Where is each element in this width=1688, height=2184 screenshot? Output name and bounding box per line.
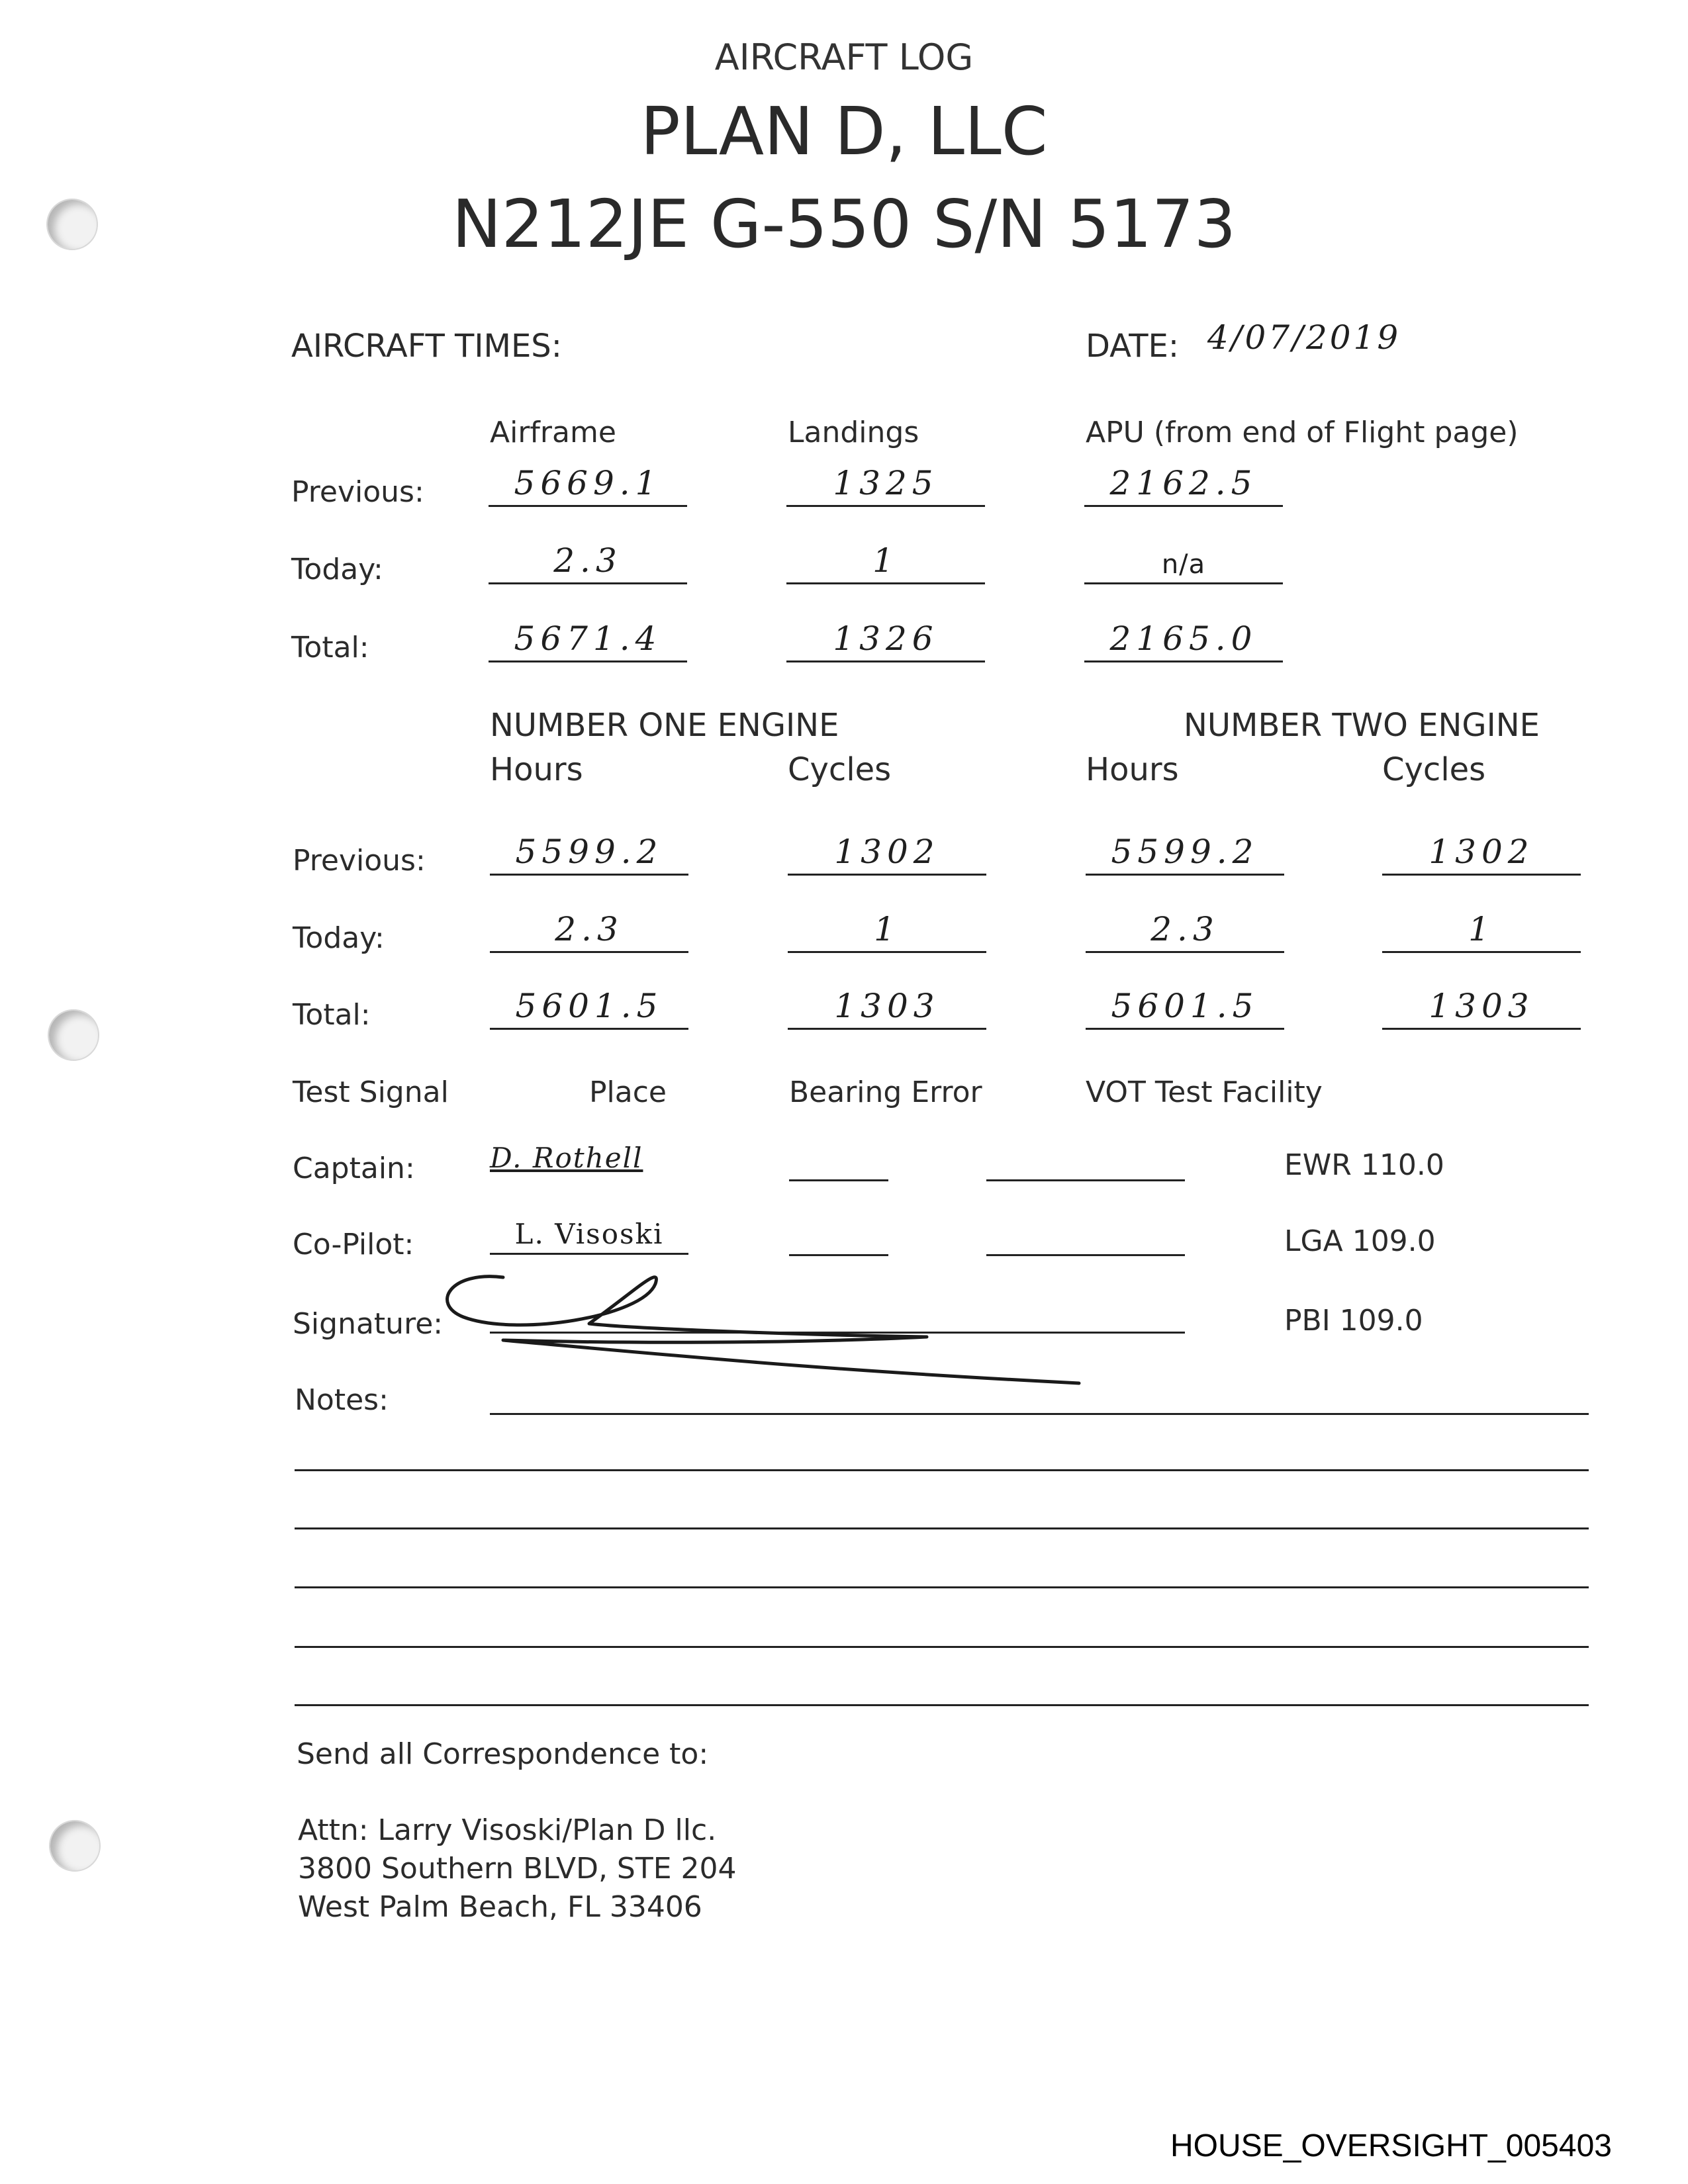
copilot-vot-line[interactable] xyxy=(986,1254,1185,1256)
company-title: PLAN D, LLC xyxy=(640,93,1048,170)
e2-hours-today[interactable] xyxy=(1086,910,1284,953)
e2-hours-previous-value: 5599.2 xyxy=(1111,833,1259,871)
captain-vot-line[interactable] xyxy=(986,1179,1185,1181)
e1-hours-total[interactable] xyxy=(490,989,688,1030)
apu-total-value: 2165.0 xyxy=(1109,619,1258,658)
landings-total[interactable] xyxy=(786,619,985,662)
apu-previous-value: 2162.5 xyxy=(1109,464,1258,502)
e2-cycles-label: Cycles xyxy=(1382,751,1486,788)
copilot-value: L. Visoski xyxy=(514,1218,664,1250)
row-label-total: Total: xyxy=(291,631,369,664)
apu-today-value: n/a xyxy=(1161,549,1206,580)
e1-cycles-previous-value: 1302 xyxy=(834,833,940,871)
captain-bearing-line[interactable] xyxy=(789,1179,888,1181)
aircraft-title: N212JE G-550 S/N 5173 xyxy=(451,185,1237,263)
copilot-field[interactable] xyxy=(490,1214,688,1255)
notes-line-1[interactable] xyxy=(490,1413,1589,1415)
engine-row-label-today: Today: xyxy=(293,921,385,955)
landings-previous-value: 1325 xyxy=(833,464,939,502)
bearing-error-label: Bearing Error xyxy=(789,1075,982,1109)
e2-cycles-previous[interactable] xyxy=(1382,835,1581,876)
e1-hours-previous[interactable] xyxy=(490,835,688,876)
e2-hours-total[interactable] xyxy=(1086,989,1284,1030)
e2-cycles-today[interactable] xyxy=(1382,910,1581,953)
notes-line-2[interactable] xyxy=(295,1469,1589,1471)
airframe-total-value: 5671.4 xyxy=(514,619,662,658)
e2-hours-previous[interactable] xyxy=(1086,835,1284,876)
doc-type-title: AIRCRAFT LOG xyxy=(714,36,974,78)
e2-cycles-today-value: 1 xyxy=(1468,910,1495,948)
airframe-total[interactable] xyxy=(489,619,687,662)
signature-scribble xyxy=(424,1264,1086,1396)
apu-today[interactable] xyxy=(1084,544,1283,584)
airframe-previous[interactable] xyxy=(489,464,687,507)
date-value: 4/07/2019 xyxy=(1207,318,1401,357)
place-label: Place xyxy=(589,1075,667,1109)
airframe-today-value: 2.3 xyxy=(553,541,622,580)
captain-field[interactable] xyxy=(490,1138,702,1177)
captain-value: D. Rothell xyxy=(490,1142,643,1174)
landings-today[interactable] xyxy=(786,541,985,584)
landings-today-value: 1 xyxy=(872,541,899,580)
col-airframe: Airframe xyxy=(490,416,616,449)
landings-previous[interactable] xyxy=(786,464,985,507)
e1-hours-total-value: 5601.5 xyxy=(515,987,663,1025)
document-id: HOUSE_OVERSIGHT_005403 xyxy=(1170,2128,1612,2163)
copilot-bearing-line[interactable] xyxy=(789,1254,888,1256)
e2-cycles-total-value: 1303 xyxy=(1429,987,1534,1025)
e1-cycles-total[interactable] xyxy=(788,989,986,1030)
date-field[interactable] xyxy=(1178,318,1430,359)
e1-cycles-total-value: 1303 xyxy=(834,987,940,1025)
vot-label: VOT Test Facility xyxy=(1086,1075,1323,1109)
engine-row-label-previous: Previous: xyxy=(293,844,426,878)
e1-cycles-today-value: 1 xyxy=(874,910,900,948)
e1-hours-today-value: 2.3 xyxy=(555,910,624,948)
row-label-today: Today: xyxy=(291,553,383,586)
signature-label: Signature: xyxy=(293,1307,444,1341)
test-signal-label: Test Signal xyxy=(293,1075,449,1109)
notes-line-3[interactable] xyxy=(295,1527,1589,1529)
captain-label: Captain: xyxy=(293,1152,415,1185)
airframe-previous-value: 5669.1 xyxy=(514,464,662,502)
notes-line-6[interactable] xyxy=(295,1704,1589,1706)
e2-cycles-previous-value: 1302 xyxy=(1429,833,1534,871)
correspondence-line-1: Attn: Larry Visoski/Plan D llc. xyxy=(298,1813,717,1847)
col-apu: APU (from end of Flight page) xyxy=(1086,416,1519,449)
facility-lga: LGA 109.0 xyxy=(1284,1224,1436,1258)
e1-hours-previous-value: 5599.2 xyxy=(515,833,663,871)
e1-hours-today[interactable] xyxy=(490,910,688,953)
col-landings: Landings xyxy=(788,416,919,449)
engine-one-heading: NUMBER ONE ENGINE xyxy=(490,707,839,744)
correspondence-line-2: 3800 Southern BLVD, STE 204 xyxy=(298,1852,737,1886)
facility-pbi: PBI 109.0 xyxy=(1284,1304,1423,1338)
binder-hole-bottom xyxy=(49,1820,101,1872)
binder-hole-middle xyxy=(48,1009,99,1061)
engine-row-label-total: Total: xyxy=(293,998,371,1032)
correspondence-line-3: West Palm Beach, FL 33406 xyxy=(298,1890,702,1924)
landings-total-value: 1326 xyxy=(833,619,939,658)
e1-cycles-label: Cycles xyxy=(788,751,892,788)
e1-cycles-previous[interactable] xyxy=(788,835,986,876)
aircraft-times-label: AIRCRAFT TIMES: xyxy=(291,328,562,365)
e2-hours-label: Hours xyxy=(1086,751,1179,788)
notes-line-5[interactable] xyxy=(295,1646,1589,1648)
e1-cycles-today[interactable] xyxy=(788,910,986,953)
e2-hours-total-value: 5601.5 xyxy=(1111,987,1259,1025)
e1-hours-label: Hours xyxy=(490,751,583,788)
copilot-label: Co-Pilot: xyxy=(293,1228,414,1261)
engine-two-heading: NUMBER TWO ENGINE xyxy=(1184,707,1540,744)
date-label: DATE: xyxy=(1086,328,1180,365)
row-label-previous: Previous: xyxy=(291,475,424,509)
apu-total[interactable] xyxy=(1084,619,1283,662)
correspondence-heading: Send all Correspondence to: xyxy=(297,1737,709,1771)
airframe-today[interactable] xyxy=(489,541,687,584)
facility-ewr: EWR 110.0 xyxy=(1284,1148,1444,1182)
notes-label: Notes: xyxy=(295,1383,389,1417)
notes-line-4[interactable] xyxy=(295,1586,1589,1588)
apu-previous[interactable] xyxy=(1084,464,1283,507)
e2-cycles-total[interactable] xyxy=(1382,989,1581,1030)
e2-hours-today-value: 2.3 xyxy=(1150,910,1219,948)
